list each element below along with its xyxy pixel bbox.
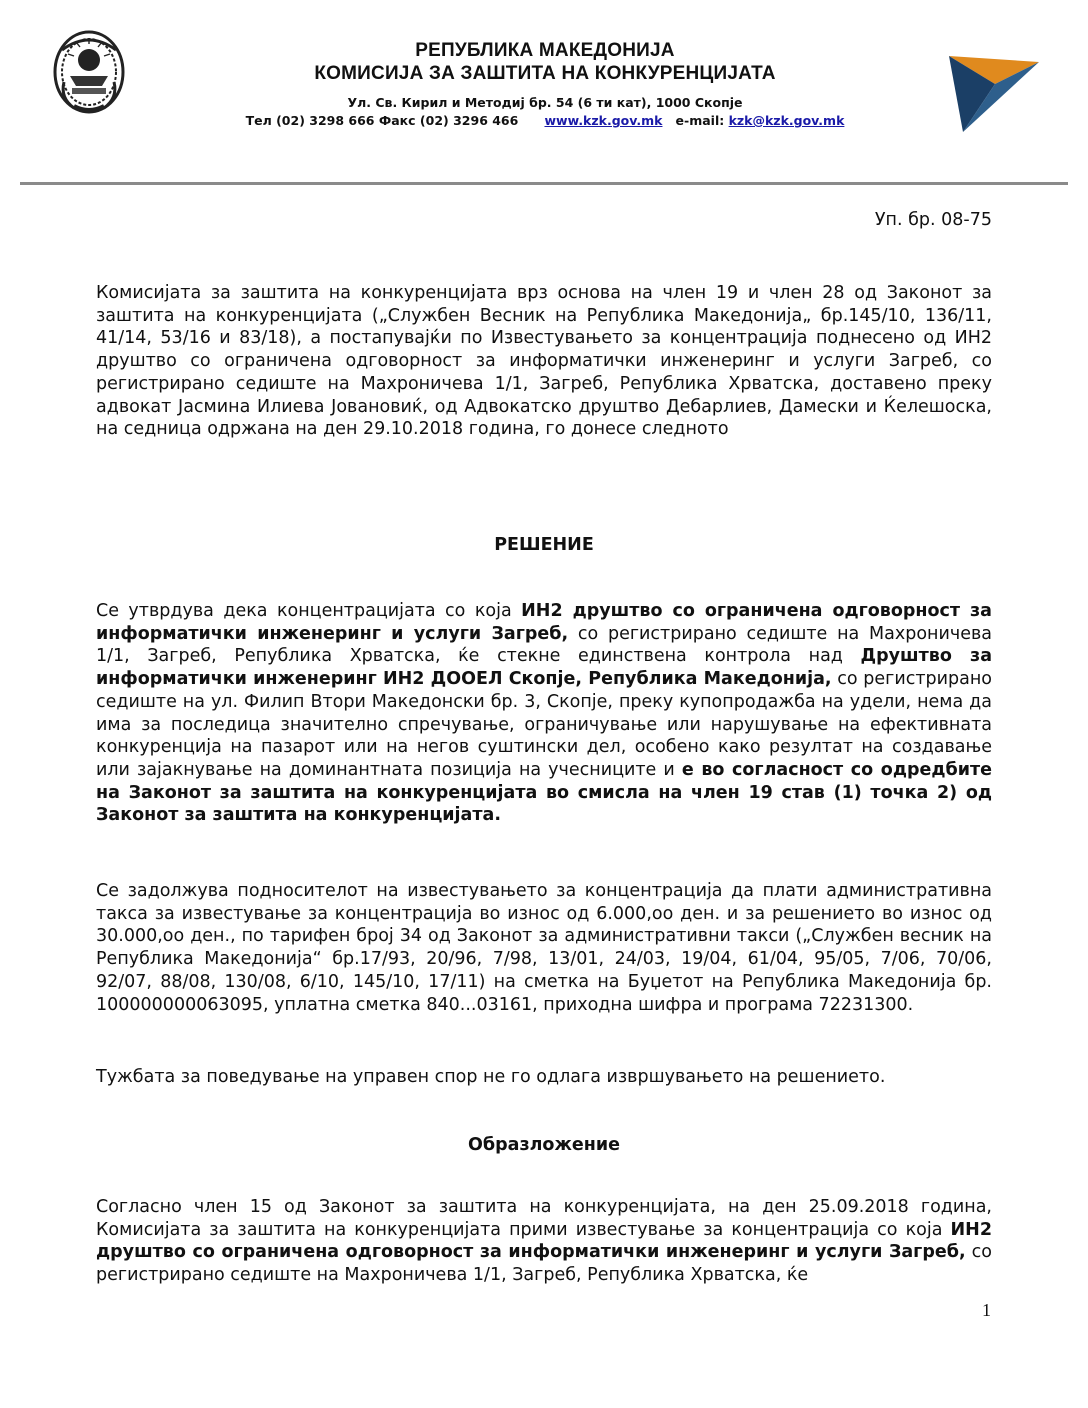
org-country: РЕПУБЛИКА МАКЕДОНИЈА [415, 40, 675, 61]
phone-fax: Тел (02) 3298 666 Факс (02) 3296 466 [245, 113, 519, 128]
email-link[interactable]: kzk@kzk.gov.mk [728, 113, 845, 128]
org-name: КОМИСИЈА ЗА ЗАШТИТА НА КОНКУРЕНЦИЈАТА [314, 63, 776, 84]
reasoning-paragraph: Согласно член 15 од Законот за заштита на конкуренцијата, на ден 25.09.2018 година, Комисијата за заштита на конкуренцијата прими известување за концентрација со која ИН2 друштво со ограничена одговорност за информатички инженеринг и услуги Загреб, со регистрирано седиште на Махроничева 1/1, Загреб, Република Хрватска, ќе [96, 1197, 992, 1286]
email-label: e-mail: [675, 113, 725, 128]
header-divider [20, 182, 1068, 185]
org-address: Ул. Св. Кирил и Методиј бр. 54 (6 ти кат), 1000 Скопје [347, 95, 743, 110]
decision-heading: РЕШЕНИЕ [494, 535, 594, 555]
reference-number: Уп. бр. 08-75 [874, 210, 992, 230]
page-number: 1 [982, 1300, 991, 1320]
org-contact [150, 113, 940, 128]
commission-logo-icon [943, 44, 1043, 138]
lawsuit-paragraph: Тужбата за поведување на управен спор не го одлага извршувањето на решението. [96, 1067, 886, 1087]
fee-paragraph: Се задолжува подносителот на известувањето за концентрација да плати административна такса за известување за концентрација во износ од 6.000,оо ден. и за решението во износ од 30.000,оо ден., по тарифен број 34 од Законот за административни такси („Службен весник на Република Македонија“ бр.17/93, 20/96, 7/98, 13/01, 24/03, 19/04, 61/04, 95/05, 7/06, 70/06, 92/07, 88/08, 130/08, 6/10, 145/10, 17/11) на сметка на Буџетот на Република Македонија бр. 100000000063095, уплатна сметка 840...03161, приходна шифра и програма 72231300. [96, 881, 992, 1015]
decision-paragraph: Се утврдува дека концентрацијата со која ИН2 друштво со ограничена одговорност за информатички инженеринг и услуги Загреб, со регистрирано седиште на Махроничева 1/1, Загреб, Република Хрватска, ќе стекне единствена контрола над Друштво за информатички инженеринг ИН2 ДООЕЛ Скопје, Република Македонија, со регистрирано седиште на ул. Филип Втори Македонски бр. 3, Скопје, преку купопродажба на удели, нема да има за последица значително спречување, ограничување или нарушување на ефективната конкуренција на пазарот или на негов суштински дел, особено како резултат на создавање или зајакнување на доминантната позиција на учесниците и е во согласност со одредбите на Законот за заштита на конкуренцијата во смисла на член 19 став (1) точка 2) од Законот за заштита на конкуренцијата. [96, 601, 992, 826]
coat-of-arms-icon [50, 20, 128, 118]
intro-paragraph: Комисијата за заштита на конкуренцијата врз основа на член 19 и член 28 од Законот за заштита на конкуренцијата („Службен Весник на Република Македонија„ бр.145/10, 136/11, 41/14, 53/16 и 83/18), а постапувајќи по Известувањето за концентрација поднесено од ИН2 друштво со ограничена одговорност за информатички инженеринг и услуги Загреб, со регистрирано седиште на Махроничева 1/1, Загреб, Република Хрватска, доставено преку адвокат Јасмина Илиева Јовановиќ, од Адвокатско друштво Дебарлиев, Дамески и Ќелешоска, на седница одржана на ден 29.10.2018 година, го донесе следното [96, 283, 992, 440]
website-link[interactable]: www.kzk.gov.mk [544, 113, 663, 128]
reasoning-heading: Образложение [468, 1135, 620, 1155]
